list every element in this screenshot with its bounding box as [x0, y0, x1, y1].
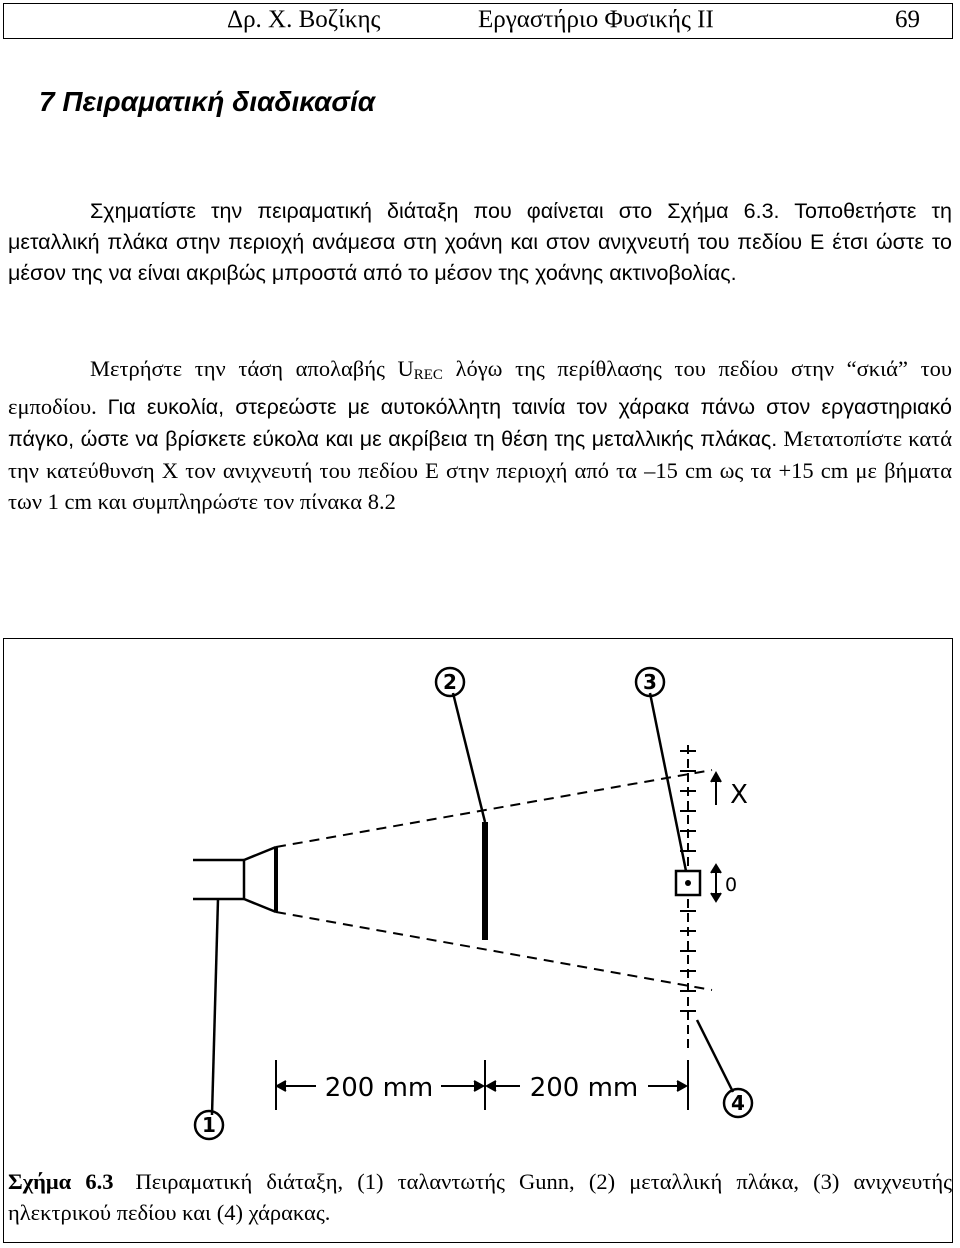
beam-cone [276, 770, 712, 990]
callout-1: 1 [202, 1113, 216, 1137]
header-author: Δρ. Χ. Βοζίκης [227, 6, 381, 33]
callout-2: 2 [443, 670, 457, 694]
axis-label-x: X [730, 780, 748, 810]
paragraph-measurement-middle: λόγω της περίθλασης του πεδίου στην “σκιά” του εμποδίου. [8, 356, 952, 419]
ruler [680, 745, 696, 1050]
callout-3: 3 [643, 670, 657, 694]
paragraph-measurement-start: Μετρήστε την τάση απολαβής U [90, 356, 414, 381]
header-course: Εργαστήριο Φυσικής ΙΙ [478, 6, 714, 33]
callout-4: 4 [731, 1091, 745, 1115]
dimension-label-1: 200 mm [324, 1073, 434, 1103]
zero-arrow [711, 865, 721, 901]
field-detector [676, 871, 700, 895]
paragraph-measurement-end: Μετατοπίστε κατά την κατεύθυνση Χ τον ανιχνευτή του πεδίου Ε στην περιοχή από τα –15 cm ως τα +15 cm με βήματα των 1 cm και συμπληρώστε τον πίνακα 8.2 [8, 426, 953, 514]
zero-label: 0 [724, 874, 738, 896]
caption-label: Σχήμα 6.3 [8, 1169, 114, 1194]
paragraph-setup: Σχηματίστε την πειραματική διάταξη που φαίνεται στο Σχήμα 6.3. Τοποθετήστε τη μεταλλική πλάκα στην περιοχή ανάμεσα στη χοάνη και στον ανιχνευτή του πεδίου Ε έτσι ώστε το μέσον της να είναι ακριβώς μπροστά από το μέσον της χοάνης ακτινοβολίας. [8, 199, 952, 285]
caption-text: Πειραματική διάταξη, (1) ταλαντωτής Gunn, (2) μεταλλική πλάκα, (3) ανιχνευτής ηλεκτρικού πεδίου και (4) χάρακας. [8, 1169, 952, 1225]
leader-lines [212, 693, 733, 1115]
gunn-horn [193, 847, 276, 912]
x-direction-arrow [711, 773, 721, 805]
header-page-number: 69 [895, 6, 920, 33]
dimension-label-2: 200 mm [529, 1073, 639, 1103]
section-title: 7 Πειραματική διαδικασία [39, 86, 376, 117]
subscript-rec: REC [413, 367, 443, 383]
paragraph-measurement-tip: Για ευκολία, στερεώστε με αυτοκόλλητη ταινία τον χάρακα πάνω στον εργαστηριακό πάγκο, ώστε να βρίσκετε εύκολα και με ακρίβεια τη θέση της μεταλλικής πλάκας. [8, 395, 952, 451]
figure-caption [8, 1166, 952, 1228]
